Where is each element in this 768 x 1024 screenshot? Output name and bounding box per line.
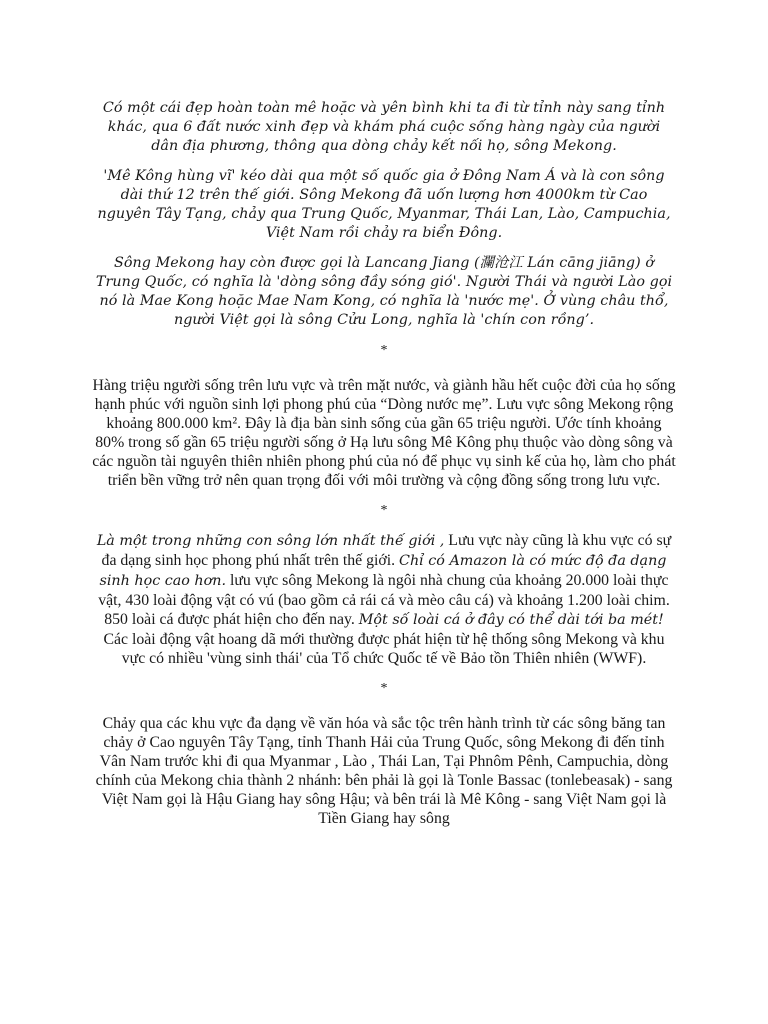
paragraph-population: Hàng triệu người sống trên lưu vực và trên mặt nước, và giành hầu hết cuộc đời của họ sống hạnh phúc với nguồn sinh lợi phong phú của “Dòng nước mẹ”. Lưu vực sông Mekong rộng khoảng 800.000 km². Đây là địa bàn sinh sống của gần 65 triệu người. Ước tính khoảng 80% trong số gần 65 triệu người sống ở Hạ lưu sông Mê Kông phụ thuộc vào dòng sông và các nguồn tài nguyên thiên nhiên phong phú của nó để phục vụ sinh kế của họ, làm cho phát triển bền vững trở nên quan trọng đối với môi trường và cộng đồng sống trong lưu vực. <box>92 377 676 489</box>
paragraph-mekong-names: Sông Mekong hay còn được gọi là Lancang Jiang (瀾沧江 Lán cāng jiāng) ở Trung Quốc, có nghĩa là 'dòng sông đầy sóng gió'. Người Thái và người Lào gọi nó là Mae Kong hoặc Mae Nam Kong, có nghĩa là 'nước mẹ'. Ở vùng châu thổ, người Việt gọi là sông Cửu Long, nghĩa là 'chín con rồng’. <box>95 255 673 328</box>
section-separator: * <box>380 503 388 518</box>
paragraph-intro: Có một cái đẹp hoàn toàn mê hoặc và yên bình khi ta đi từ tỉnh này sang tỉnh khác, qua 6 đất nước xinh đẹp và khám phá cuộc sống hàng ngày của người dân địa phương, thông qua dòng chảy kết nối họ, sông Mekong. <box>102 100 666 154</box>
biodiversity-wwf-text: Các loài động vật hoang dã mới thường được phát hiện từ hệ thống sông Mekong và khu vực có nhiều 'vùng sinh thái' của Tổ chức Quốc tế về Bảo tồn Thiên nhiên (WWF). <box>103 631 665 667</box>
biodiversity-amazon-italic: Chỉ có Amazon là có mức độ đa dạng sinh học cao hơn. <box>99 553 667 589</box>
paragraph-river-course: Chảy qua các khu vực đa dạng về văn hóa và sắc tộc trên hành trình từ các sông băng tan chảy ở Cao nguyên Tây Tạng, tỉnh Thanh Hải của Trung Quốc, sông Mekong đi đến tỉnh Vân Nam trước khi đi qua Myanmar , Lào , Thái Lan, Tại Phnôm Pênh, Campuchia, dòng chính của Mekong chia thành 2 nhánh: bên phải là gọi là Tonle Bassac (tonlebeasak) - sang Việt Nam gọi là Hậu Giang hay sông Hậu; và bên trái là Mê Kông - sang Việt Nam gọi là Tiền Giang hay sông <box>95 715 673 827</box>
biodiversity-lead-italic: Là một trong những con sông lớn nhất thế giới , <box>96 533 445 549</box>
biodiversity-fish-italic: Một số loài cá ở đây có thể dài tới ba mét! <box>358 612 664 628</box>
section-separator: * <box>380 681 388 696</box>
paragraph-mekong-overview: 'Mê Kông hùng vĩ' kéo dài qua một số quốc gia ở Đông Nam Á và là con sông dài thứ 12 trên thế giới. Sông Mekong đã uốn lượng hơn 4000km từ Cao nguyên Tây Tạng, chảy qua Trung Quốc, Myanmar, Thái Lan, Lào, Campuchia, Việt Nam rồi chảy ra biển Đông. <box>97 168 671 241</box>
document-page <box>92 99 676 828</box>
paragraph-biodiversity <box>92 531 676 668</box>
biodiversity-species-text: lưu vực sông Mekong là ngôi nhà chung của khoảng 20.000 loài thực vật, 430 loài động vật có vú (bao gồm cả rái cá và mèo câu cá) và khoảng 1.200 loài chim. 850 loài cá được phát hiện cho đến nay. <box>98 572 670 628</box>
section-separator: * <box>380 343 388 358</box>
biodiversity-text: Lưu vực này cũng là khu vực có sự đa dạng sinh học phong phú nhất trên thế giới. <box>101 532 672 569</box>
